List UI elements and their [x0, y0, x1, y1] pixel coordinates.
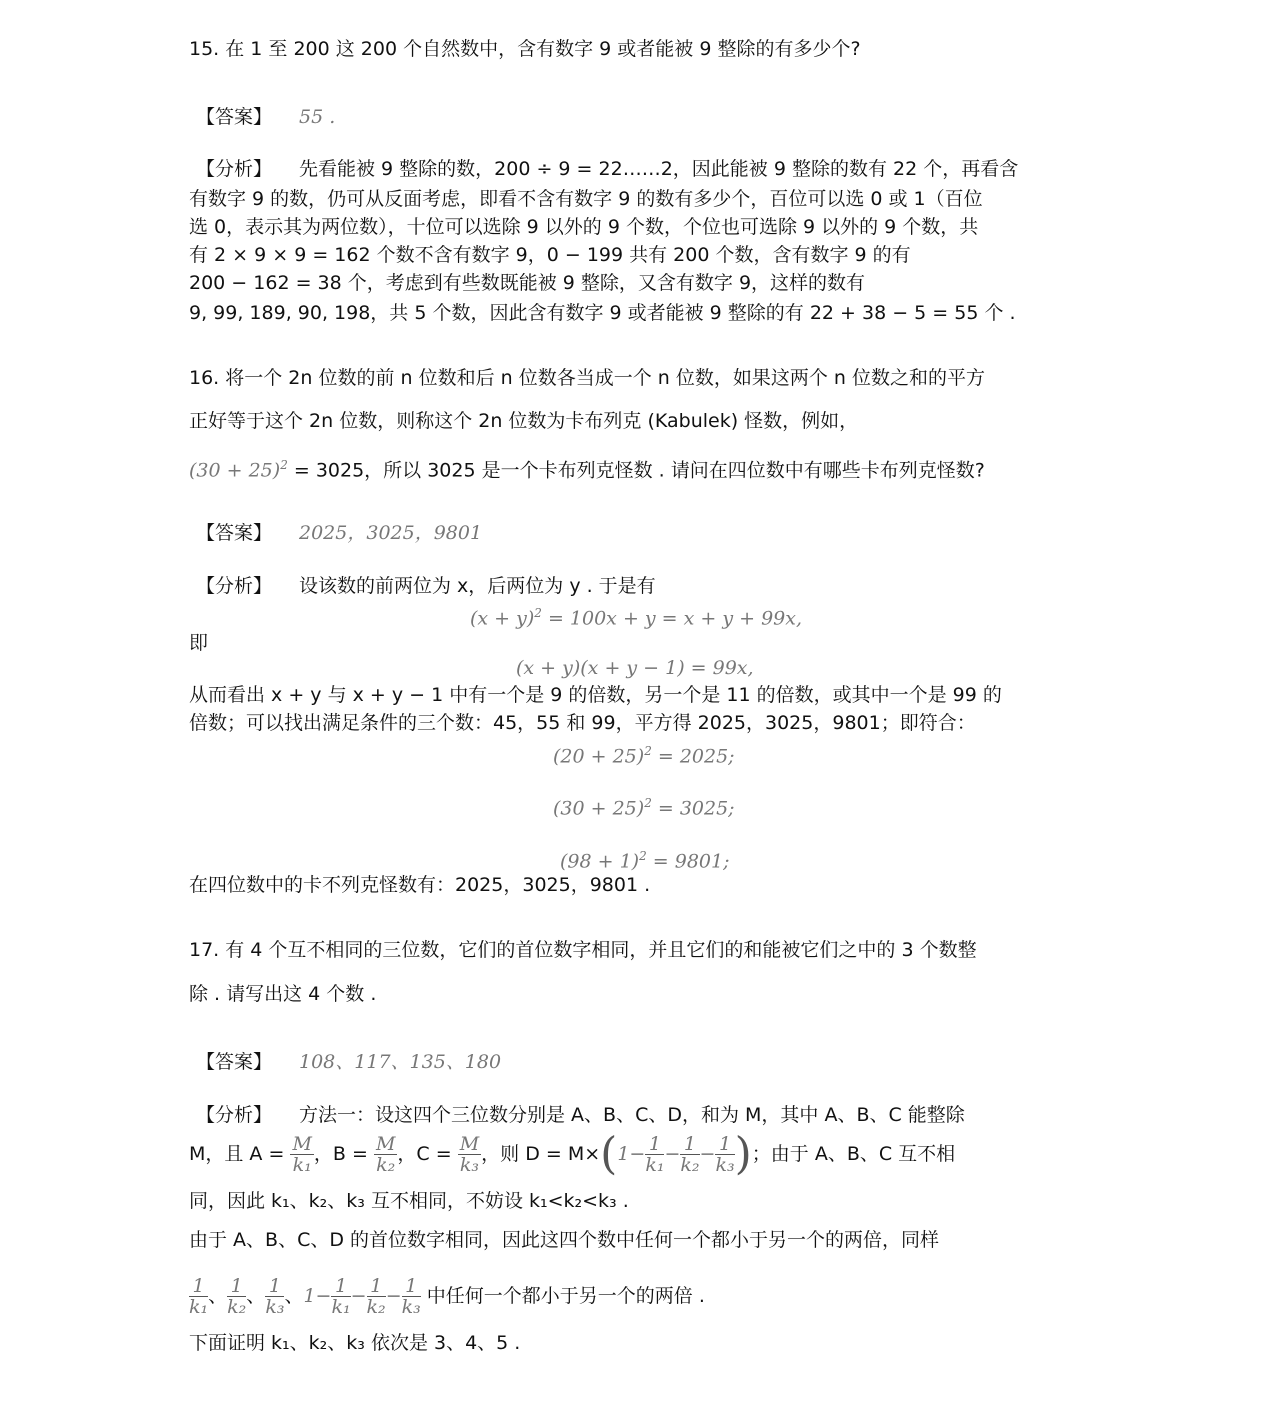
- p15-question: 15. 在 1 至 200 这 200 个自然数中，含有数字 9 或者能被 9 整除的有多少个?: [189, 38, 861, 60]
- p16-ji: 即: [189, 632, 209, 654]
- p17-fraction-list: $\frac{1}{\text{k₁}}$ 、 $\frac{1}{\text{k₂}}$ 、 $\frac{1}{\text{k₃}}$ 、1− $\frac{1}{\text{k₁}}$ − $\frac{1}{\text{k₂}}$ − $\frac{1}{\text{k₃}}$ 中任何一个都小于另一个的两倍 .: [189, 1275, 705, 1318]
- p16-equation: (x + y)(x + y − 1) = 99x,: [516, 657, 754, 679]
- p16-equation: $(98 + 1)^2 = 9801$;: [560, 849, 730, 873]
- p15-analysis-line: 选 0，表示其为两位数），十位可以选除 9 以外的 9 个数，个位也可选除 9 以外的 9 个数，共: [189, 216, 979, 238]
- p15-analysis-line: 9, 99, 189, 90, 198，共 5 个数，因此含有数字 9 或者能被 9 整除的有 22 + 38 − 5 = 55 个 .: [189, 302, 1016, 324]
- p16-analysis-line: 设该数的前两位为 x，后两位为 y . 于是有: [299, 575, 656, 597]
- p16-analysis-line: 从而看出 x + y 与 x + y − 1 中有一个是 9 的倍数，另一个是 11 的倍数，或其中一个是 99 的: [189, 684, 1002, 706]
- p17-question: 除 . 请写出这 4 个数 .: [189, 983, 377, 1005]
- p17-fraction-line: M，且 A = $\frac{M}{\text{k₁}}$ ，B = $\frac{M}{\text{k₂}}$ ，C = $\frac{M}{\text{k₃}}$ ，则 D = M×(1− $\frac{1}{\text{k₁}}$ − $\frac{1}{\text{k₂}}$ − $\frac{1}{\text{k₃}}$ )；由于 A、B、C 互不相: [189, 1128, 956, 1180]
- p17-analysis-line: 下面证明 k₁、k₂、k₃ 依次是 3、4、5 .: [189, 1332, 521, 1354]
- p16-example-text: = 3025，所以 3025 是一个卡布列克怪数 . 请问在四位数中有哪些卡布列克怪数?: [287, 459, 985, 482]
- p15-analysis-line: 有数字 9 的数，仍可从反面考虑，即看不含有数字 9 的数有多少个，百位可以选 0 或 1（百位: [189, 188, 983, 210]
- p17-question: 17. 有 4 个互不相同的三位数，它们的首位数字相同，并且它们的和能被它们之中的 3 个数整: [189, 939, 977, 961]
- p17-answer-value: 108、117、135、180: [299, 1051, 502, 1073]
- p16-analysis-label: 【分析】: [196, 575, 273, 597]
- p17-analysis-label: 【分析】: [196, 1104, 273, 1126]
- p16-question: [189, 452, 985, 483]
- p15-analysis-line: 先看能被 9 整除的数，200 ÷ 9 = 22……2，因此能被 9 整除的数有 22 个，再看含: [299, 158, 1019, 180]
- p16-equation: $(x + y)^2 = 100x + y = x + y + 99x$,: [470, 606, 803, 630]
- p17-analysis-line: 由于 A、B、C、D 的首位数字相同，因此这四个数中任何一个都小于另一个的两倍，同样: [189, 1229, 940, 1251]
- p16-equation: $(20 + 25)^2 = 2025$;: [553, 744, 735, 768]
- p16-exponent: 2: [280, 458, 288, 472]
- p17-analysis-line: 同，因此 k₁、k₂、k₃ 互不相同，不妨设 k₁<k₂<k₃ .: [189, 1190, 629, 1212]
- p16-example-expr: (30 + 25): [189, 459, 281, 482]
- p17-analysis-line: 方法一：设这四个三位数分别是 A、B、C、D，和为 M，其中 A、B、C 能整除: [299, 1104, 965, 1126]
- p16-answer-value: 2025，3025，9801: [299, 522, 483, 544]
- p15-analysis-line: 有 2 × 9 × 9 = 162 个数不含有数字 9，0 − 199 共有 200 个数，含有数字 9 的有: [189, 244, 911, 266]
- p17-answer-label: 【答案】: [196, 1051, 273, 1073]
- p15-answer-label: 【答案】: [196, 106, 273, 128]
- p16-analysis-line: 倍数；可以找出满足条件的三个数：45，55 和 99，平方得 2025，3025，9801；即符合：: [189, 712, 976, 734]
- p16-question: 16. 将一个 2n 位数的前 n 位数和后 n 位数各当成一个 n 位数，如果这两个 n 位数之和的平方: [189, 367, 985, 389]
- p15-answer-value: 55 .: [299, 106, 336, 128]
- p15-analysis-line: 200 − 162 = 38 个，考虑到有些数既能被 9 整除，又含有数字 9，这样的数有: [189, 272, 866, 294]
- p16-answer-label: 【答案】: [196, 522, 273, 544]
- p16-equation: $(30 + 25)^2 = 3025$;: [553, 796, 735, 820]
- p16-conclusion: 在四位数中的卡不列克怪数有：2025，3025，9801 .: [189, 874, 651, 896]
- p15-analysis-label: 【分析】: [196, 158, 273, 180]
- p16-question: 正好等于这个 2n 位数，则称这个 2n 位数为卡布列克 (Kabulek) 怪数，例如，: [189, 410, 859, 432]
